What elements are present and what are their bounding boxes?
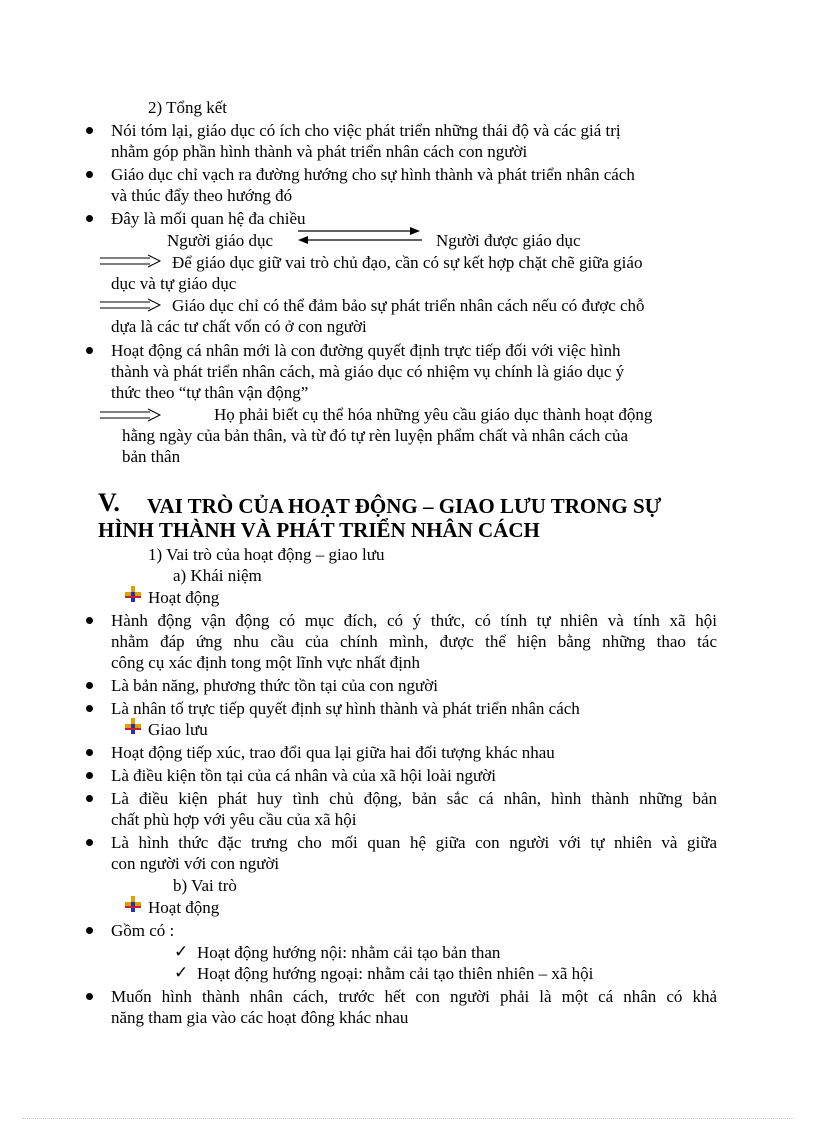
final-bullet-line-1: Muốn hình thành nhân cách, trước hết con người phải là một cá nhân có khả <box>111 987 717 1006</box>
bullet-icon <box>86 617 93 624</box>
arrow-point-3-line-1: Họ phải biết cụ thể hóa những yêu cầu giáo dục thành hoạt động <box>214 405 653 424</box>
communication-bullet-1: Hoạt động tiếp xúc, trao đổi qua lại giữa hai đối tượng khác nhau <box>111 743 555 762</box>
section-title-line-1: VAI TRÒ CỦA HOẠT ĐỘNG – GIAO LƯU TRONG SỰ <box>147 494 662 518</box>
checkmark-icon: ✓ <box>174 942 189 961</box>
plus-marker-icon <box>124 895 142 913</box>
communication-bullet-4-line-2: con người với con người <box>111 854 280 873</box>
summary-bullet-4-line-2: thành và phát triển nhân cách, mà giáo dục có nhiệm vụ chính là giáo dục ý <box>111 362 625 381</box>
bullet-icon <box>86 215 93 222</box>
subsection-1a-title: a) Khái niệm <box>173 566 262 585</box>
activity-bullet-1-line-1: Hành động vận động có mục đích, có ý thức, có tính tự nhiên và tính xã hội <box>111 611 717 630</box>
communication-bullet-3-line-1: Là điều kiện phát huy tình chủ động, bản sắc cá nhân, hình thành những bản <box>111 789 717 808</box>
bullet-icon <box>86 749 93 756</box>
activity-bullet-3: Là nhân tố trực tiếp quyết định sự hình thành và phát triển nhân cách <box>111 699 580 718</box>
communication-bullet-2: Là điều kiện tồn tại của cá nhân và của xã hội loài người <box>111 766 496 785</box>
activity-bullet-2: Là bản năng, phương thức tồn tại của con người <box>111 676 438 695</box>
bullet-icon <box>86 772 93 779</box>
arrow-point-3-line-3: bản thân <box>122 447 181 466</box>
concept-label-giao-luu: Giao lưu <box>148 720 208 739</box>
double-arrow-icon <box>98 254 164 268</box>
communication-bullet-3-line-2: chất phù hợp với yêu cầu của xã hội <box>111 810 357 829</box>
summary-bullet-4-line-1: Hoạt động cá nhân mới là con đường quyết định trực tiếp đối với việc hình <box>111 341 621 360</box>
checkmark-icon: ✓ <box>174 963 189 982</box>
plus-marker-icon <box>124 585 142 603</box>
bullet-icon <box>86 127 93 134</box>
double-arrow-icon <box>98 408 164 422</box>
double-arrow-icon <box>98 298 164 312</box>
activity-bullet-1-line-3: công cụ xác định tong một lĩnh vực nhất định <box>111 653 421 672</box>
bullet-icon <box>86 171 93 178</box>
arrow-point-1-line-1: Để giáo dục giữ vai trò chủ đạo, cần có sự kết hợp chặt chẽ giữa giáo <box>172 253 643 272</box>
summary-bullet-3: Đây là mối quan hệ đa chiều <box>111 209 306 228</box>
subsection-1-title: 1) Vai trò của hoạt động – giao lưu <box>148 545 385 564</box>
concept-label-hoat-dong: Hoạt động <box>148 588 220 607</box>
bullet-icon <box>86 705 93 712</box>
summary-bullet-2-line-1: Giáo dục chỉ vạch ra đường hướng cho sự hình thành và phát triển nhân cách <box>111 165 635 184</box>
check-item-2: Hoạt động hướng ngoại: nhằm cải tạo thiên nhiên – xã hội <box>197 964 594 983</box>
subheading-summary: 2) Tổng kết <box>148 98 228 117</box>
bullet-icon <box>86 839 93 846</box>
arrow-point-1-line-2: dục và tự giáo dục <box>111 274 237 293</box>
relation-right-label: Người được giáo dục <box>436 231 581 250</box>
relation-left-label: Người giáo dục <box>167 231 274 250</box>
plus-marker-icon <box>124 717 142 735</box>
role-label-hoat-dong: Hoạt động <box>148 898 220 917</box>
activity-bullet-1-line-2: nhằm đáp ứng nhu cầu của chính mình, được thể hiện bằng những thao tác <box>111 632 717 651</box>
bullet-icon <box>86 927 93 934</box>
bullet-icon <box>86 682 93 689</box>
summary-bullet-1-line-1: Nói tóm lại, giáo dục có ích cho việc phát triển những thái độ và các giá trị <box>111 121 621 140</box>
bullet-icon <box>86 795 93 802</box>
arrow-point-3-line-2: hằng ngày của bản thân, và từ đó tự rèn luyện phẩm chất và nhân cách của <box>122 426 629 445</box>
subsection-1b-title: b) Vai trò <box>173 876 237 895</box>
check-item-1: Hoạt động hướng nội: nhằm cải tạo bản than <box>197 943 501 962</box>
two-way-arrow-icon <box>296 223 426 245</box>
section-title-line-2: HÌNH THÀNH VÀ PHÁT TRIỂN NHÂN CÁCH <box>98 518 540 542</box>
summary-bullet-2-line-2: và thúc đẩy theo hướng đó <box>111 186 293 205</box>
arrow-point-2-line-2: dựa là các tư chất vốn có ở con người <box>111 317 367 336</box>
includes-label: Gồm có : <box>111 921 175 940</box>
section-numeral: V. <box>98 488 120 517</box>
summary-bullet-1-line-2: nhằm góp phần hình thành và phát triển nhân cách con người <box>111 142 528 161</box>
summary-bullet-4-line-3: thức theo “tự thân vận động” <box>111 383 309 402</box>
arrow-point-2-line-1: Giáo dục chỉ có thể đảm bảo sự phát triển nhân cách nếu có được chỗ <box>172 296 645 315</box>
bullet-icon <box>86 993 93 1000</box>
bullet-icon <box>86 347 93 354</box>
final-bullet-line-2: năng tham gia vào các hoạt đông khác nhau <box>111 1008 409 1027</box>
communication-bullet-4-line-1: Là hình thức đặc trưng cho mối quan hệ giữa con người với tự nhiên và giữa <box>111 833 717 852</box>
page-bottom-divider <box>22 1118 794 1119</box>
